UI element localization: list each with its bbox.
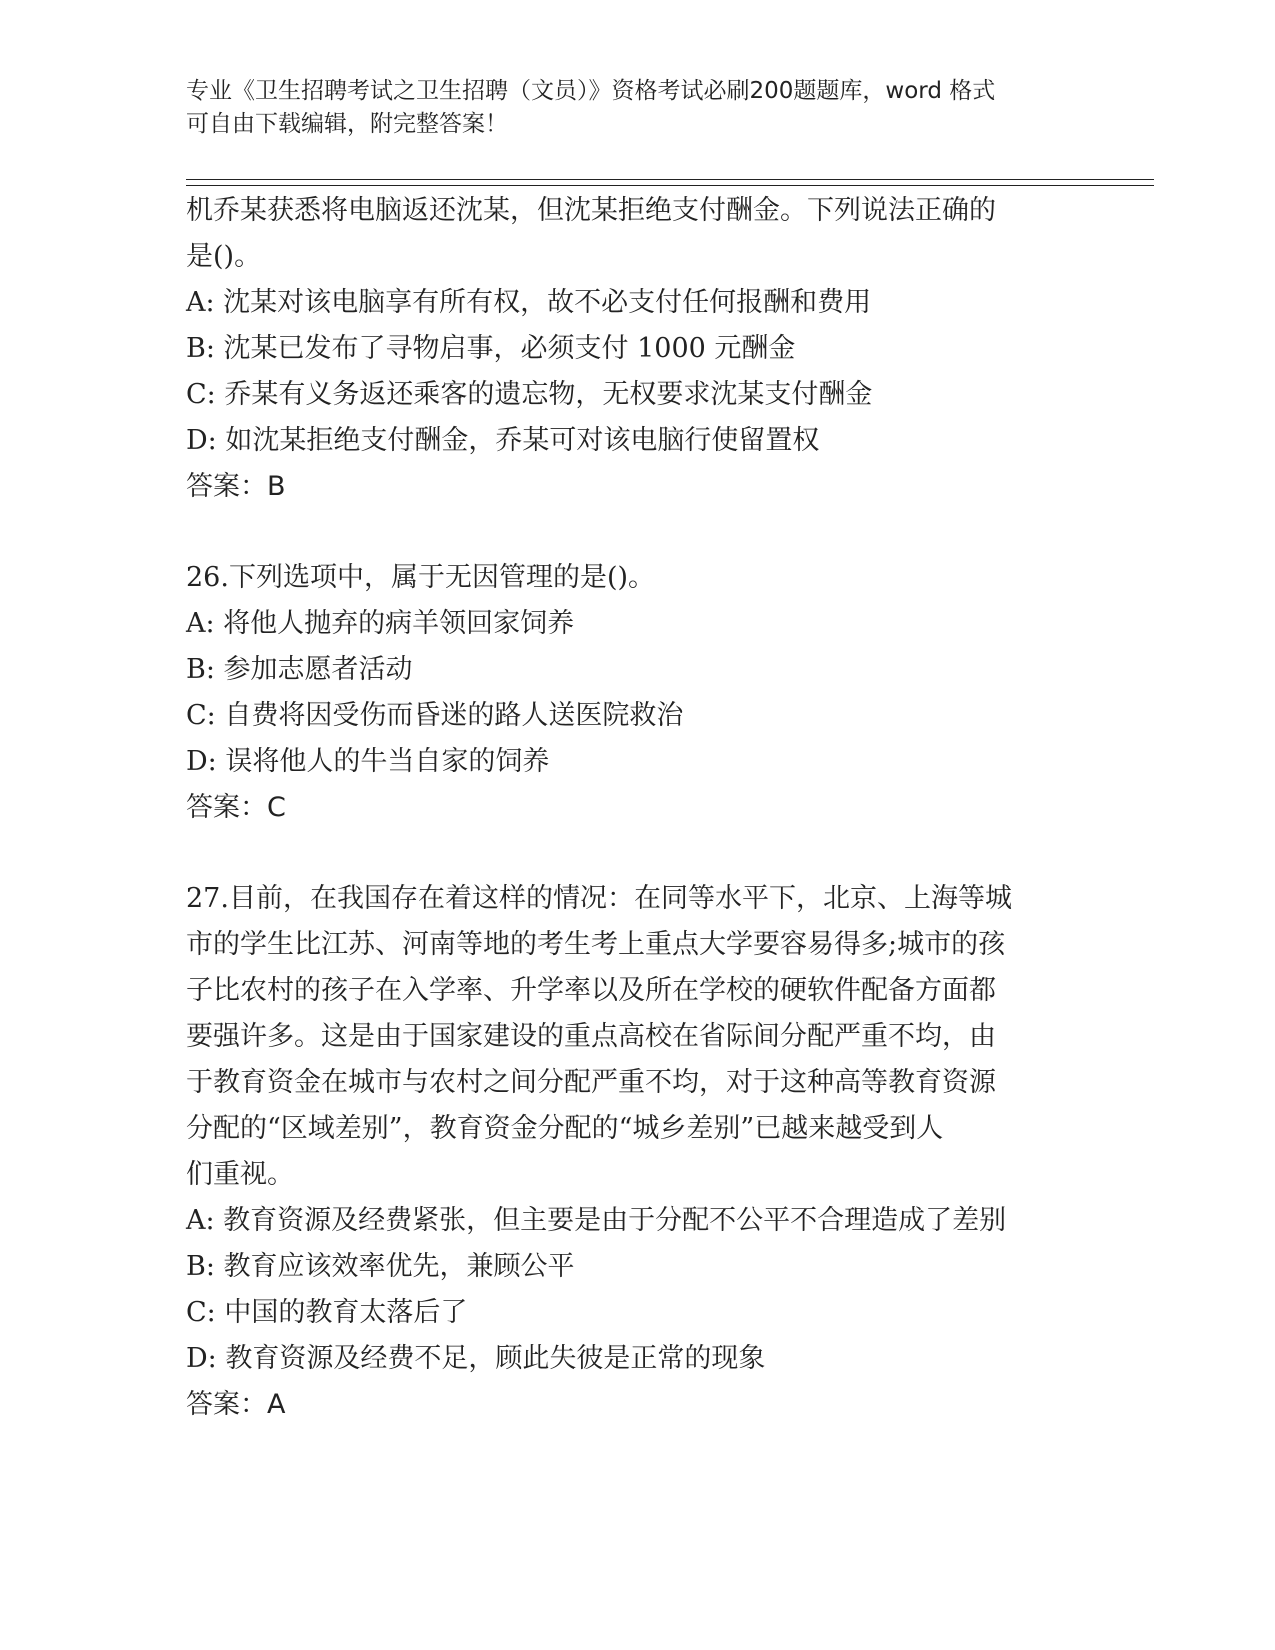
option-c: C: 乔某有义务返还乘客的遗忘物，无权要求沈某支付酬金 xyxy=(186,379,873,410)
option-c: C: 自费将因受伤而昏迷的路人送医院救治 xyxy=(186,700,684,731)
spacer xyxy=(186,510,1086,555)
spacer xyxy=(186,831,1086,876)
question-25 xyxy=(186,188,1086,510)
answer-line: 答案：B xyxy=(186,471,286,502)
question-26 xyxy=(186,555,1086,831)
header-divider-top xyxy=(186,179,1154,180)
question-stem-line: 市的学生比江苏、河南等地的考生考上重点大学要容易得多;城市的孩 xyxy=(186,929,1006,960)
document-body xyxy=(186,188,1086,1428)
answer-line: 答案：C xyxy=(186,792,286,823)
option-b: B: 参加志愿者活动 xyxy=(186,654,413,685)
option-c: C: 中国的教育太落后了 xyxy=(186,1297,468,1328)
option-b: B: 教育应该效率优先，兼顾公平 xyxy=(186,1251,575,1282)
header-title-line-2: 可自由下载编辑，附完整答案！ xyxy=(186,111,508,137)
option-d: D: 误将他人的牛当自家的饲养 xyxy=(186,746,550,777)
option-a: A: 教育资源及经费紧张，但主要是由于分配不公平不合理造成了差别 xyxy=(186,1205,1007,1236)
option-b: B: 沈某已发布了寻物启事，必须支付 1000 元酬金 xyxy=(186,333,796,364)
header-title-line-1: 专业《卫生招聘考试之卫生招聘（文员）》资格考试必刷200题题库，word 格式 xyxy=(186,78,996,104)
option-a: A: 将他人抛弃的病羊领回家饲养 xyxy=(186,608,575,639)
question-stem-line: 子比农村的孩子在入学率、升学率以及所在学校的硬软件配备方面都 xyxy=(186,975,996,1006)
question-stem-line: 于教育资金在城市与农村之间分配严重不均，对于这种高等教育资源 xyxy=(186,1067,996,1098)
option-d: D: 如沈某拒绝支付酬金，乔某可对该电脑行使留置权 xyxy=(186,425,820,456)
option-a: A: 沈某对该电脑享有所有权，故不必支付任何报酬和费用 xyxy=(186,287,872,318)
document-header xyxy=(186,75,1086,141)
question-stem-line: 要强许多。这是由于国家建设的重点高校在省际间分配严重不均，由 xyxy=(186,1021,996,1052)
question-27 xyxy=(186,876,1086,1428)
question-stem-line: 们重视。 xyxy=(186,1159,294,1190)
header-divider-bottom xyxy=(186,185,1154,186)
question-stem-line: 机乔某获悉将电脑返还沈某，但沈某拒绝支付酬金。下列说法正确的 xyxy=(186,195,996,226)
question-stem-line: 26.下列选项中，属于无因管理的是()。 xyxy=(186,562,656,593)
question-stem-line: 27.目前，在我国存在着这样的情况：在同等水平下，北京、上海等城 xyxy=(186,883,1012,914)
question-stem-line: 是()。 xyxy=(186,241,262,272)
question-stem-line: 分配的“区域差别”，教育资金分配的“城乡差别”已越来越受到人 xyxy=(186,1113,944,1144)
option-d: D: 教育资源及经费不足，顾此失彼是正常的现象 xyxy=(186,1343,766,1374)
answer-line: 答案：A xyxy=(186,1389,286,1420)
